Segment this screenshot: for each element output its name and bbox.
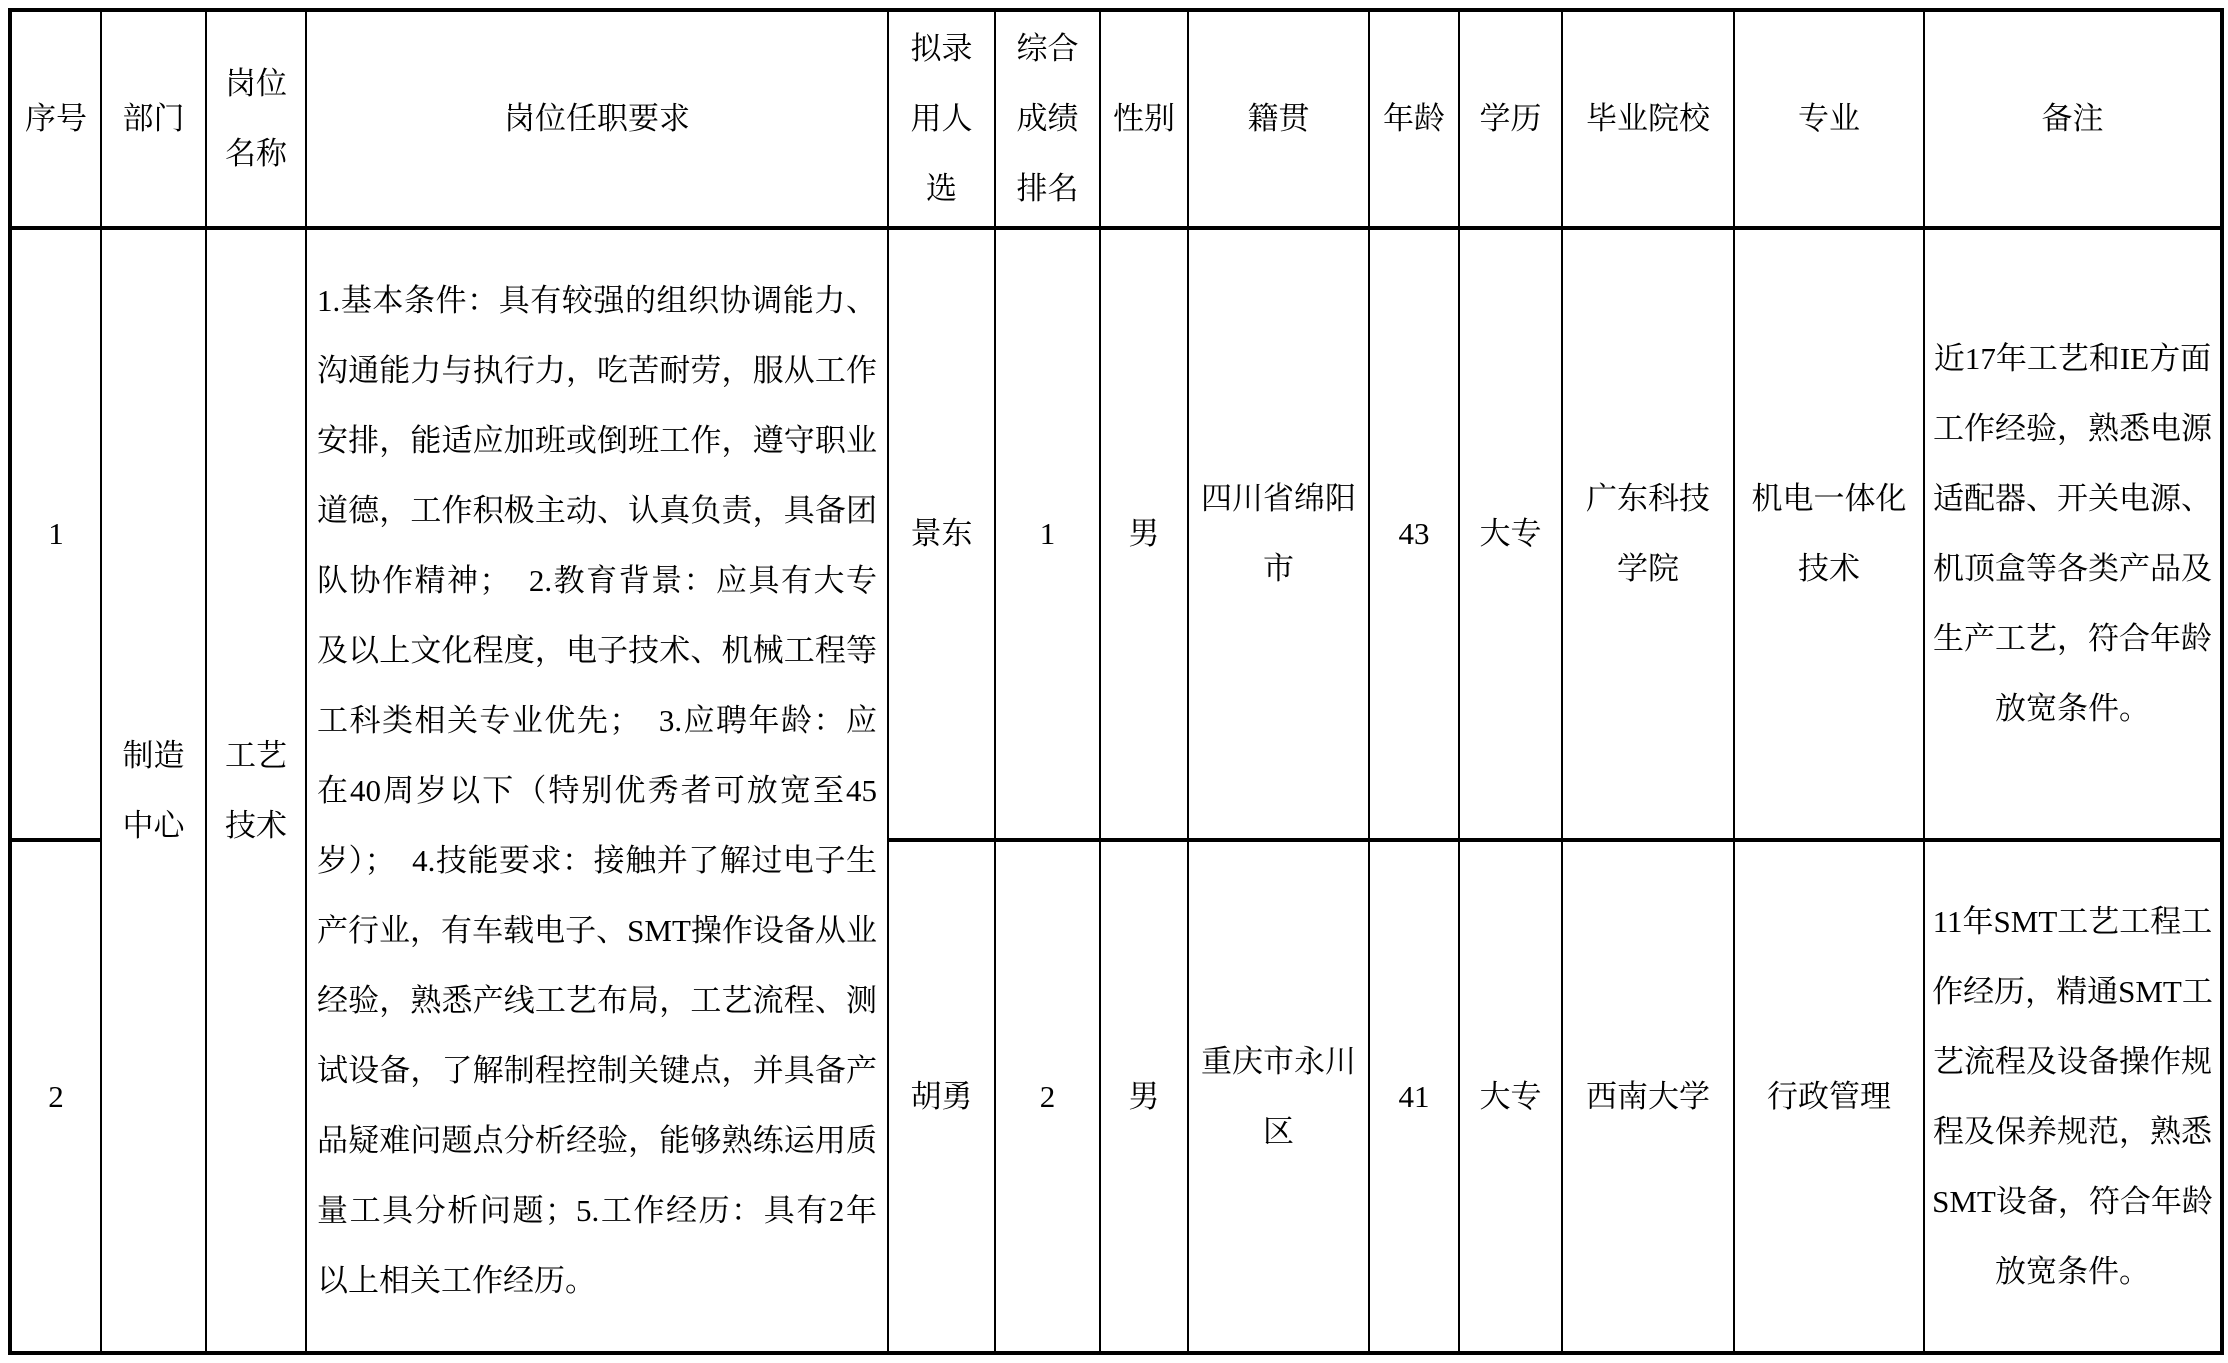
cell-remarks: 11年SMT工艺工程工作经历，精通SMT工艺流程及设备操作规程及保养规范，熟悉SMT设备，符合年龄放宽条件。	[1924, 840, 2222, 1353]
header-major: 专业	[1734, 10, 1924, 228]
cell-age: 43	[1369, 228, 1459, 840]
cell-age: 41	[1369, 840, 1459, 1353]
cell-seq: 1	[10, 228, 101, 840]
cell-requirements: 1.基本条件：具有较强的组织协调能力、沟通能力与执行力，吃苦耐劳，服从工作安排，能适应加班或倒班工作，遵守职业道德，工作积极主动、认真负责，具备团队协作精神； 2.教育背景：应具有大专及以上文化程度，电子技术、机械工程等工科类相关专业优先； 3.应聘年龄：应在40周岁以下（特别优秀者可放宽至45岁）； 4.技能要求：接触并了解过电子生产行业，有车载电子、SMT操作设备从业经验，熟悉产线工艺布局，工艺流程、测试设备，了解制程控制关键点，并具备产品疑难问题点分析经验，能够熟练运用质量工具分析问题；5.工作经历：具有2年以上相关工作经历。	[306, 228, 888, 1353]
cell-native-place: 四川省绵阳市	[1188, 228, 1369, 840]
cell-gender: 男	[1100, 840, 1188, 1353]
cell-rank: 1	[995, 228, 1100, 840]
header-native-place: 籍贯	[1188, 10, 1369, 228]
cell-education: 大专	[1459, 228, 1562, 840]
cell-candidate: 景东	[888, 228, 995, 840]
recruitment-result-table	[8, 8, 2224, 1355]
header-position-name: 岗位名称	[206, 10, 306, 228]
cell-school: 广东科技学院	[1562, 228, 1734, 840]
table-row	[10, 228, 2222, 840]
cell-department: 制造中心	[101, 228, 206, 1353]
header-age: 年龄	[1369, 10, 1459, 228]
cell-rank: 2	[995, 840, 1100, 1353]
header-seq: 序号	[10, 10, 101, 228]
cell-remarks: 近17年工艺和IE方面工作经验，熟悉电源适配器、开关电源、机顶盒等各类产品及生产工艺，符合年龄放宽条件。	[1924, 228, 2222, 840]
cell-gender: 男	[1100, 228, 1188, 840]
cell-position-name: 工艺技术	[206, 228, 306, 1353]
header-row	[10, 10, 2222, 228]
cell-seq: 2	[10, 840, 101, 1353]
header-gender: 性别	[1100, 10, 1188, 228]
cell-candidate: 胡勇	[888, 840, 995, 1353]
cell-major: 行政管理	[1734, 840, 1924, 1353]
header-rank: 综合成绩排名	[995, 10, 1100, 228]
cell-school: 西南大学	[1562, 840, 1734, 1353]
header-requirements: 岗位任职要求	[306, 10, 888, 228]
header-department: 部门	[101, 10, 206, 228]
cell-education: 大专	[1459, 840, 1562, 1353]
cell-major: 机电一体化技术	[1734, 228, 1924, 840]
header-education: 学历	[1459, 10, 1562, 228]
header-school: 毕业院校	[1562, 10, 1734, 228]
header-candidate: 拟录用人选	[888, 10, 995, 228]
header-remarks: 备注	[1924, 10, 2222, 228]
cell-native-place: 重庆市永川区	[1188, 840, 1369, 1353]
